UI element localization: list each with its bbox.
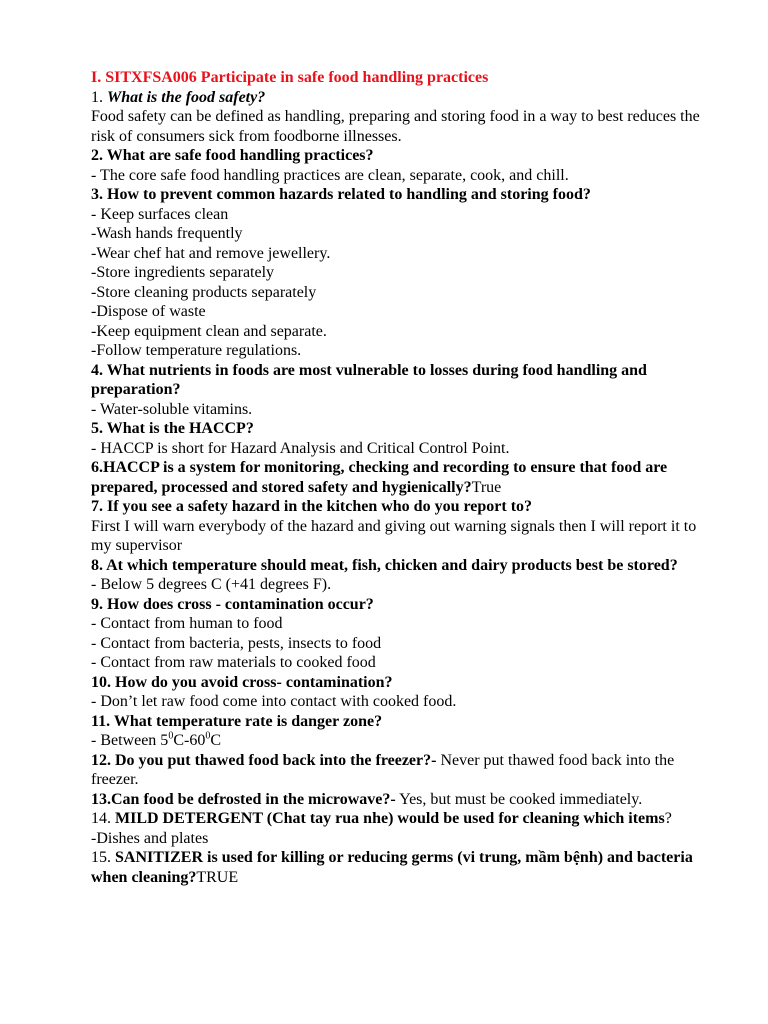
answer-5: - HACCP is short for Hazard Analysis and Critical Control Point.	[91, 439, 510, 457]
answer-text: C-60	[173, 732, 206, 749]
question-7: 7. If you see a safety hazard in the kitchen who do you report to?	[91, 498, 533, 515]
answer-8: - Below 5 degrees C (+41 degrees F).	[91, 576, 332, 593]
question-number: 14.	[91, 810, 115, 827]
answer-3-item: -Dispose of waste	[91, 303, 206, 320]
answer-15: TRUE	[196, 868, 239, 886]
question-1	[91, 88, 708, 108]
question-text: 13.Can food be defrosted in the microwave?-	[91, 790, 396, 808]
question-11: 11. What temperature rate is danger zone?	[91, 712, 383, 730]
question-2: 2. What are safe food handling practices?	[91, 147, 374, 164]
answer-6: True	[471, 478, 502, 496]
answer-3-item: -Wear chef hat and remove jewellery.	[91, 244, 331, 262]
answer-text: - Between 5	[91, 732, 169, 749]
answer-9-item: - Contact from raw materials to cooked food	[91, 654, 376, 671]
answer-14: -Dishes and plates	[91, 829, 209, 847]
answer-3-item: -Keep equipment clean and separate.	[91, 322, 327, 340]
answer-7: First I will warn everybody of the hazard and giving out warning signals then I will report it to my supervisor	[91, 517, 697, 554]
question-text: SANITIZER is used for killing or reducing germs (vi trung, mầm bệnh) and bacteria when cleaning?	[91, 849, 693, 886]
question-text: What is the food safety?	[107, 88, 266, 106]
question-text: 6.HACCP is a system for monitoring, checking and recording to ensure that food are prepared, processed and stored safety and hygienically?	[91, 459, 668, 496]
answer-text: C	[210, 732, 221, 749]
question-number: 1.	[91, 88, 107, 106]
answer-3-item: -Wash hands frequently	[91, 225, 243, 242]
question-10: 10. How do you avoid cross- contamination?	[91, 673, 393, 691]
answer-2: - The core safe food handling practices are clean, separate, cook, and chill.	[91, 166, 569, 184]
question-3: 3. How to prevent common hazards related to handling and storing food?	[91, 186, 591, 203]
question-5: 5. What is the HACCP?	[91, 420, 254, 437]
question-text: MILD DETERGENT (Chat tay rua nhe) would be used for cleaning which items	[115, 810, 665, 827]
degree-superscript: 0	[205, 730, 211, 742]
question-4: 4. What nutrients in foods are most vulnerable to losses during food handling and preparation?	[91, 361, 647, 398]
question-end: ?	[664, 810, 672, 827]
question-number: 15.	[91, 849, 115, 866]
question-12	[91, 751, 708, 790]
answer-9-item: - Contact from human to food	[91, 615, 283, 632]
document-title: I. SITXFSA006 Participate in safe food handling practices	[91, 69, 489, 86]
answer-1: Food safety can be defined as handling, preparing and storing food in a way to best reduces the risk of consumers sick from foodborne illnesses.	[91, 108, 700, 145]
answer-4: - Water-soluble vitamins.	[91, 400, 253, 418]
question-13	[91, 790, 708, 810]
answer-3-item: - Keep surfaces clean	[91, 205, 229, 223]
answer-11	[91, 731, 708, 751]
question-6	[91, 458, 708, 497]
answer-3-item: -Follow temperature regulations.	[91, 342, 302, 359]
degree-superscript: 0	[168, 730, 174, 742]
answer-12: Never put thawed food back into the freezer.	[91, 751, 675, 788]
answer-10: - Don’t let raw food come into contact with cooked food.	[91, 693, 457, 710]
question-8: 8. At which temperature should meat, fish, chicken and dairy products best be stored?	[91, 556, 678, 574]
answer-3-item: -Store ingredients separately	[91, 264, 275, 281]
answer-9-item: - Contact from bacteria, pests, insects to food	[91, 634, 382, 652]
answer-13: Yes, but must be cooked immediately.	[395, 790, 643, 808]
question-text: 12. Do you put thawed food back into the freezer?-	[91, 751, 437, 769]
question-9: 9. How does cross - contamination occur?	[91, 595, 374, 613]
answer-3-item: -Store cleaning products separately	[91, 283, 317, 301]
question-14	[91, 809, 708, 829]
question-15	[91, 848, 708, 887]
